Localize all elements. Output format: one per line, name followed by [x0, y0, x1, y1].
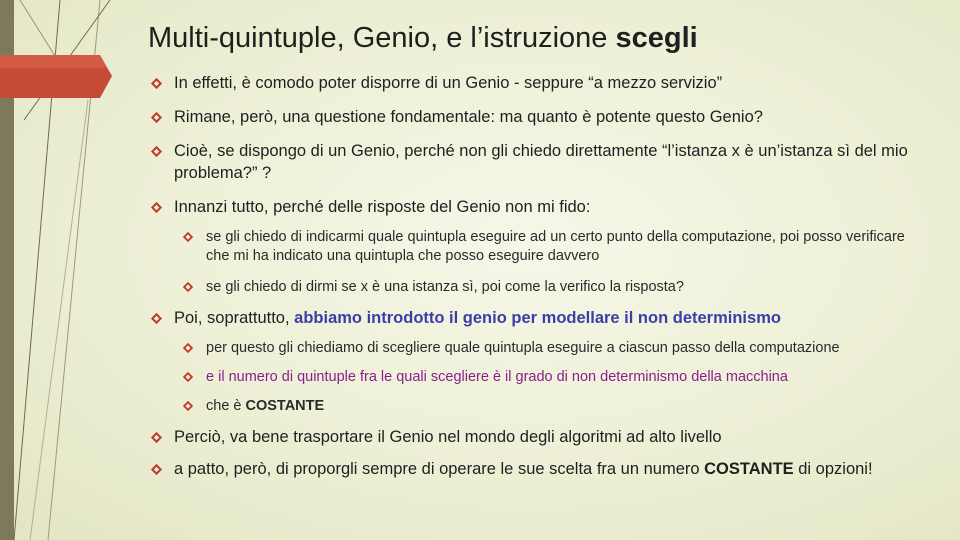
bullet-4-text: Innanzi tutto, perché delle risposte del Genio non mi fido:: [174, 198, 591, 216]
diamond-outline-icon: [150, 312, 163, 325]
diamond-outline-icon: [150, 463, 163, 476]
bullet-2: [150, 106, 930, 128]
bullet-5-sub-3-bold: COSTANTE: [245, 398, 325, 414]
decorative-lines: [0, 0, 120, 540]
bullet-5-text: Poi, soprattutto,: [174, 309, 295, 327]
diamond-outline-icon: [182, 342, 194, 354]
diamond-outline-icon: [150, 431, 163, 444]
bullet-4-sub-2: [182, 278, 930, 297]
bullet-7-bold: COSTANTE: [704, 460, 794, 478]
diamond-outline-icon: [182, 400, 194, 412]
bullet-7-text: a patto, però, di proporgli sempre di operare le sue scelta fra un numero: [174, 460, 705, 478]
bullet-3: [150, 140, 930, 184]
bullet-4-sub-1-text: se gli chiedo di indicarmi quale quintupla eseguire ad un certo punto della computazione, poi posso verificare che mi ha indicato una quintupla che posso eseguire davvero: [206, 229, 905, 264]
bullet-5-highlight: abbiamo introdotto il genio per modellare il non determinismo: [294, 309, 781, 327]
diamond-outline-icon: [182, 231, 194, 243]
diamond-outline-icon: [182, 371, 194, 383]
diamond-outline-icon: [182, 281, 194, 293]
slide-title: [148, 22, 698, 55]
bullet-2-text: Rimane, però, una questione fondamentale: ma quanto è potente questo Genio?: [174, 108, 763, 126]
bullet-4: [150, 196, 930, 218]
bullet-1-text: In effetti, è comodo poter disporre di un Genio - seppure “a mezzo servizio”: [174, 74, 723, 92]
bullet-6-text: Perciò, va bene trasportare il Genio nel mondo degli algoritmi ad alto livello: [174, 428, 722, 446]
bullet-5-sub-2: [182, 368, 930, 387]
title-text: Multi-quintuple, Genio, e l’istruzione: [148, 22, 616, 54]
bullet-5-sub-2-text: e il numero di quintuple fra le quali scegliere è il grado di non determinismo della macchina: [206, 369, 788, 385]
bullet-7: [150, 458, 930, 480]
title-keyword: scegli: [615, 22, 698, 54]
diamond-outline-icon: [150, 111, 163, 124]
bullet-3-text: Cioè, se dispongo di un Genio, perché non gli chiedo direttamente “l’istanza x è un’istanza sì del mio problema?” ?: [174, 142, 908, 182]
bullet-1: [150, 72, 930, 94]
bullet-5-sub-3-text: che è: [206, 398, 246, 414]
diamond-outline-icon: [150, 145, 163, 158]
bullet-5-sub-3: [182, 397, 930, 416]
bullet-4-sub-2-text: se gli chiedo di dirmi se x è una istanza sì, poi come la verifico la risposta?: [206, 279, 684, 295]
bullet-7-text-end: di opzioni!: [793, 460, 873, 478]
bullet-4-sub-1: [182, 228, 930, 266]
diamond-outline-icon: [150, 201, 163, 214]
diamond-outline-icon: [150, 77, 163, 90]
bullet-5-sub-1: [182, 339, 930, 358]
bullet-5: [150, 307, 930, 329]
bullet-5-sub-1-text: per questo gli chiediamo di scegliere quale quintupla eseguire a ciascun passo della computazione: [206, 340, 840, 356]
bullet-6: [150, 426, 930, 448]
bullet-list: [150, 68, 930, 480]
